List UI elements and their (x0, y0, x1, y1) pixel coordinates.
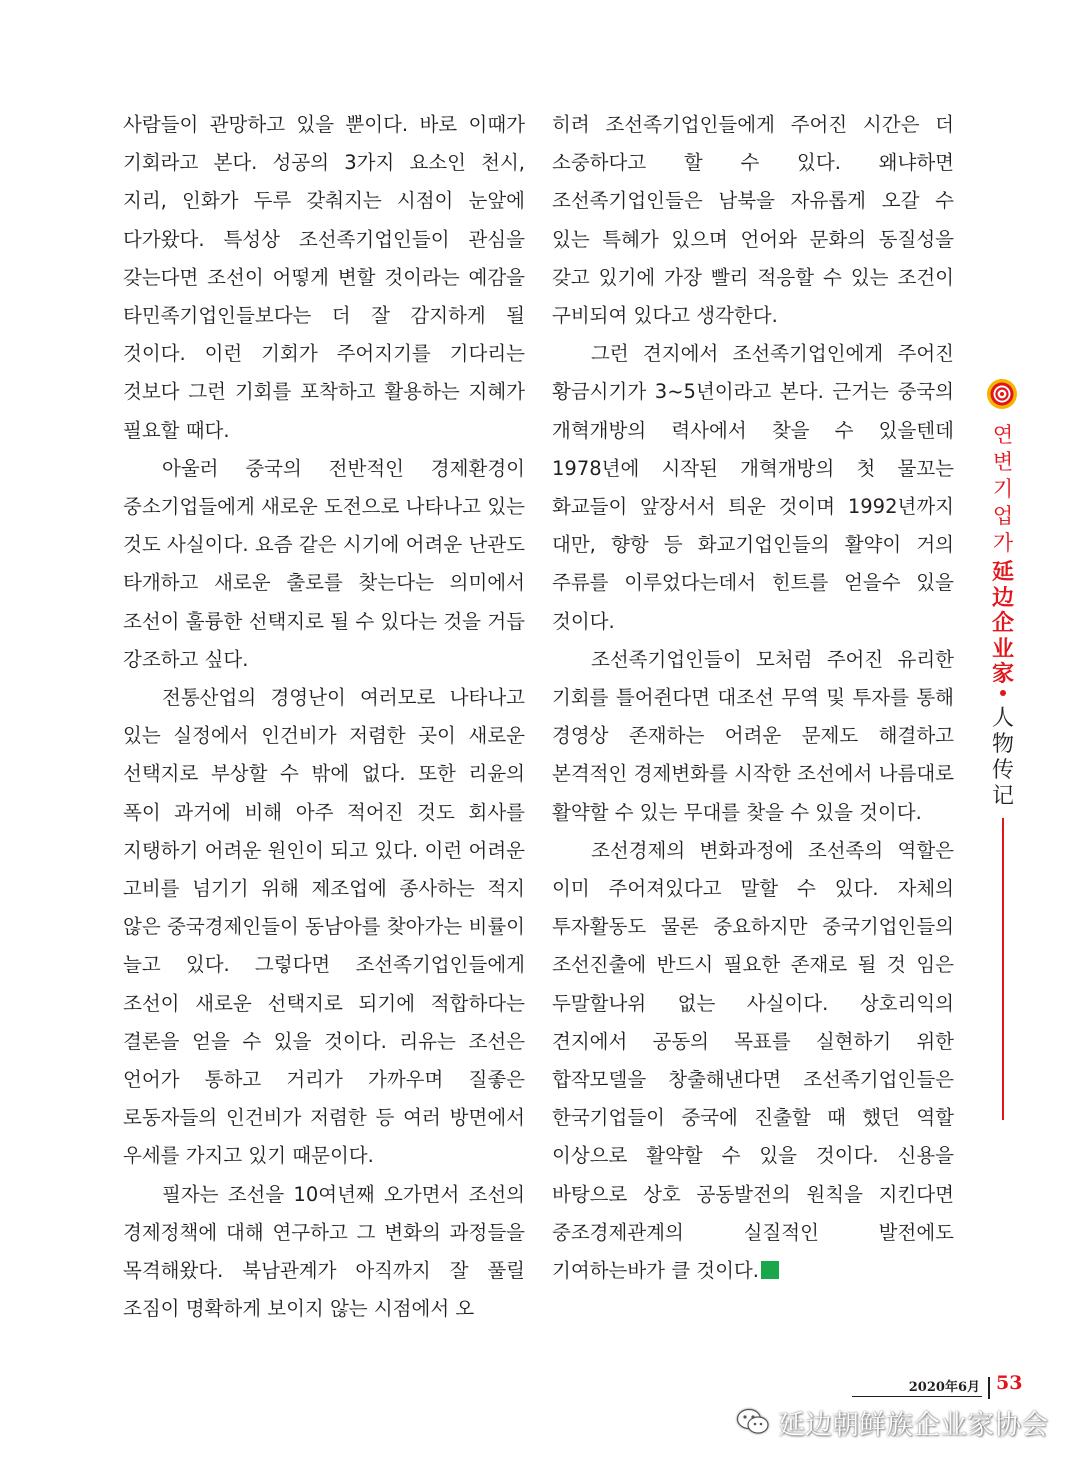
watermark (736, 1402, 1048, 1442)
paragraph: 히려 조선족기업인들에게 주어진 시간은 더 소중하다고 할 수 있다. 왜냐하면 조선족기업인들은 남북을 자유롭게 오갈 수 있는 특혜가 있으며 언어와 문화의 동질성을 갖고 있기에 가장 빨리 적응할 수 있는 조건이 구비되여 있다고 생각한다. (552, 113, 954, 328)
paragraph: 아울러 중국의 전반적인 경제환경이 중소기업들에게 새로운 도전으로 나타나고 있는 것도 사실이다. 요즘 같은 시기에 어려운 난관도 타개하고 새로운 출로를 찾는다는 의미에서 조선이 훌륭한 선택지로 될 수 있다는 것을 거듭 강조하고 싶다. (123, 456, 525, 671)
paragraph: 필자는 조선을 10여년째 오가면서 조선의 경제정책에 대해 연구하고 그 변화의 과정들을 목격해왔다. 북남관계가 아직까지 잘 풀릴 조짐이 명확하게 보이지 않는 시점에서 오 (123, 1182, 525, 1321)
paragraph: 조선족기업인들이 모처럼 주어진 유리한 기회를 틀어쥔다면 대조선 무역 및 투자를 통해 경영상 존재하는 어려운 문제도 해결하고 본격적인 경제변화를 시작한 조선에서 나름대로 활약할 수 있는 무대를 찾을 수 있을 것이다. (552, 647, 954, 824)
article-column-left (123, 106, 525, 1329)
sidebar-label-cn: 延边企业家 (991, 559, 1014, 687)
sidebar-separator-dot (1000, 690, 1006, 696)
paragraph: 전통산업의 경영난이 여러모로 나타나고 있는 실정에서 인건비가 저렴한 곳이 새로운 선택지로 부상할 수 밖에 없다. 또한 리윤의 폭이 과거에 비해 아주 적어진 것도 회사를 지탱하기 어려운 원인이 되고 있다. 이런 어려운 고비를 넘기기 위해 제조업에 종사하는 적지 않은 중국경제인들이 동남아를 찾아가는 비률이 늘고 있다. 그렇다면 조선족기업인들에게 조선이 새로운 선택지로 되기에 적합하다는 결론을 얻을 수 있을 것이다. 리유는 조선은 언어가 통하고 거리가 가까우며 질좋은 로동자들의 인건비가 저렴한 등 여러 방면에서 우세를 가지고 있기 때문이다. (123, 686, 525, 1168)
page-number: 53 (996, 1372, 1023, 1394)
sidebar-label-ko: 연변기업가 (992, 423, 1014, 555)
sidebar-rule (1002, 818, 1004, 1120)
article-column-right (552, 106, 954, 1290)
paragraph: 사람들이 관망하고 있을 뿐이다. 바로 이때가 기회라고 본다. 성공의 3가지 요소인 천시, 지리, 인화가 두루 갖춰지는 시점이 눈앞에 다가왔다. 특성상 조선족기업인들이 관심을 갖는다면 조선이 어떻게 변할 것이라는 예감을 타민족기업인들보다는 더 잘 감지하게 될 것이다. 이런 기회가 주어지기를 기다리는 것보다 그런 기회를 포착하고 활용하는 지혜가 필요할 때다. (123, 113, 525, 442)
emblem-icon (986, 378, 1018, 410)
sidebar-section-label: 人物传记 (991, 706, 1014, 809)
footer-rule (852, 1396, 982, 1397)
issue-date: 2020年6月 (908, 1380, 980, 1395)
end-mark (761, 1261, 779, 1279)
paragraph: 그런 견지에서 조선족기업인에게 주어진 황금시기가 3~5년이라고 본다. 근거는 중국의 개혁개방의 력사에서 찾을 수 있을텐데 1978년에 시작된 개혁개방의 첫 물꼬는 화교들이 앞장서서 틔운 것이며 1992년까지 대만, 향항 등 화교기업인들의 활약이 거의 주류를 이루었다는데서 힌트를 얻을수 있을 것이다. (552, 342, 954, 633)
paragraph-last (552, 832, 954, 1290)
watermark-text: 延边朝鲜族企业家协会 (778, 1409, 1048, 1441)
footer-divider (988, 1377, 990, 1399)
wechat-icon (736, 1407, 770, 1437)
paragraph-text: 조선경제의 변화과정에 조선족의 역할은 이미 주어져있다고 말할 수 있다. 자체의 투자활동도 물론 중요하지만 중국기업인들의 조선진출에 반드시 필요한 존재로 될 것 임은 두말할나위 없는 사실이다. 상호리익의 견지에서 공동의 목표를 실현하기 위한 합작모델을 창출해낸다면 조선족기업인들은 한국기업들이 중국에 진출할 때 했던 역할 이상으로 활약할 수 있을 것이다. 신용을 바탕으로 상호 공동발전의 원칙을 지킨다면 중조경제관계의 실질적인 발전에도 기여하는바가 클 것이다. (552, 838, 954, 1283)
